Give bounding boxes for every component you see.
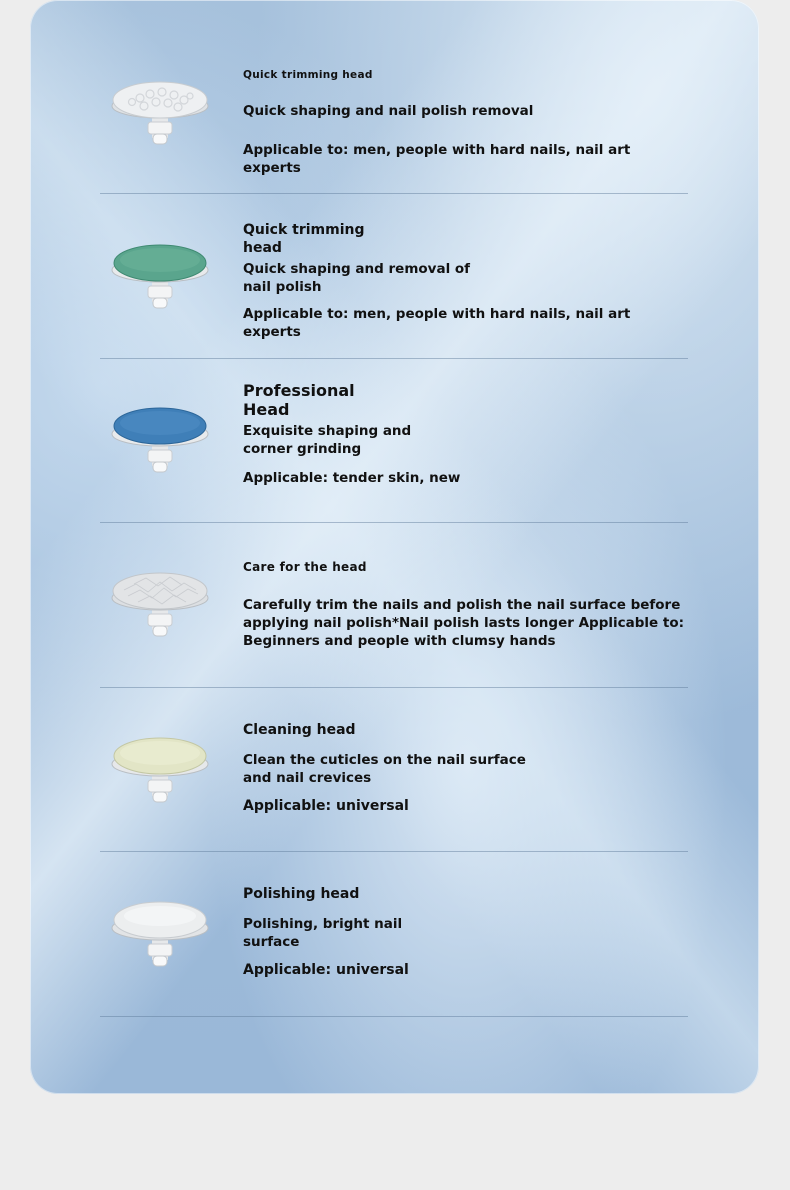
head-item (100, 866, 688, 1030)
item-title: Polishing head (243, 886, 360, 902)
item-title: Cleaning head (243, 722, 356, 738)
item-description: Quick shaping and removal of nail polish (243, 261, 471, 295)
row-divider (100, 851, 688, 852)
grey-textured-grinding-head-icon (110, 564, 210, 656)
head-item (100, 536, 688, 700)
item-description: Exquisite shaping and corner grinding (243, 423, 412, 457)
item-applicable: Applicable to: men, people with hard nails, nail art experts (243, 142, 631, 176)
item-title: Quick trimming head (243, 222, 365, 256)
item-description: Carefully trim the nails and polish the nail surface before applying nail polish*Nail polish lasts longer Applicable to: Beginners and people with clumsy hands (243, 597, 685, 649)
row-divider (100, 687, 688, 688)
item-applicable: Applicable: tender skin, new (243, 470, 461, 486)
item-title: Professional Head (243, 381, 355, 419)
item-description: Quick shaping and nail polish removal (243, 103, 534, 119)
smooth-polishing-head-icon (110, 894, 210, 986)
head-item (100, 44, 688, 208)
item-description: Clean the cuticles on the nail surface and nail crevices (243, 752, 526, 786)
item-applicable: Applicable to: men, people with hard nails, nail art experts (243, 306, 631, 340)
item-title: Care for the head (243, 560, 367, 574)
white-textured-grinding-head-icon (110, 72, 210, 164)
item-applicable: Applicable: universal (243, 798, 409, 814)
row-divider (100, 358, 688, 359)
item-title: Quick trimming head (243, 69, 373, 81)
head-item (100, 372, 688, 536)
item-applicable: Applicable: universal (243, 962, 409, 978)
blue-grinding-head-icon (110, 400, 210, 492)
head-item (100, 208, 688, 372)
head-item (100, 702, 688, 866)
green-grinding-head-icon (110, 236, 210, 328)
row-divider (100, 1016, 688, 1017)
product-panel (30, 0, 759, 1094)
row-divider (100, 522, 688, 523)
item-description: Polishing, bright nail surface (243, 916, 403, 950)
row-divider (100, 193, 688, 194)
cream-cleaning-head-icon (110, 730, 210, 822)
